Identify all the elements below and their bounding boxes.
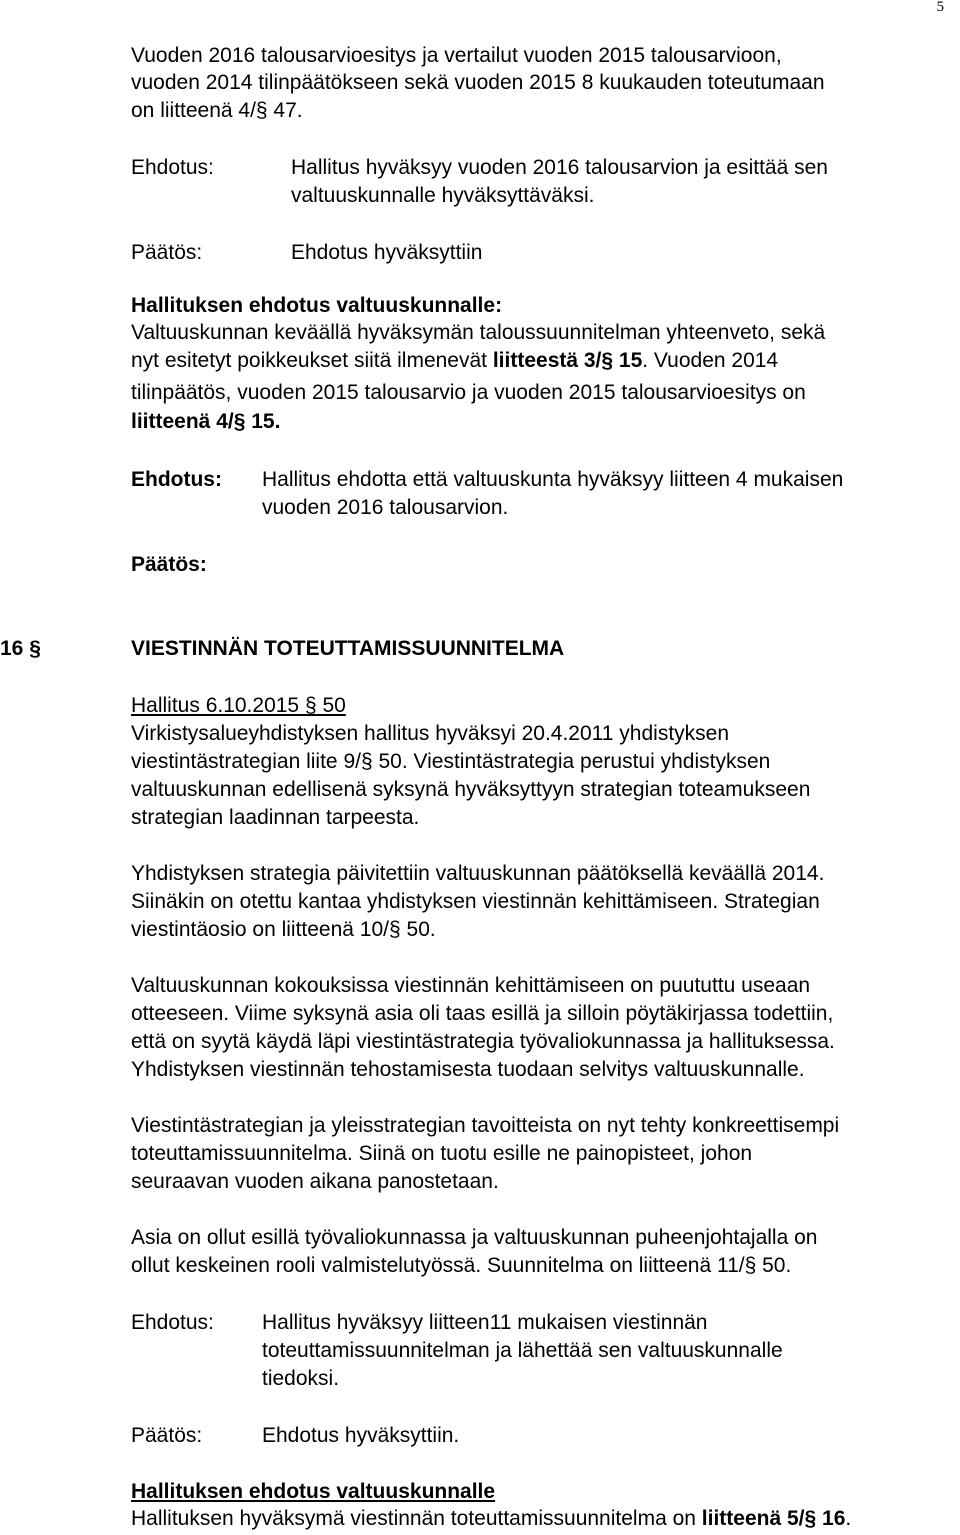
- paatos-label: Päätös:: [131, 553, 207, 576]
- body-line: Viestintästrategian ja yleisstrategian tavoitteista on nyt tehty konkreettisempi: [131, 1114, 840, 1137]
- ehdotus-text: Hallitus hyväksyy vuoden 2016 talousarvion ja esittää sen: [291, 156, 828, 179]
- intro-line: vuoden 2014 tilinpäätökseen sekä vuoden 2015 8 kuukauden toteutumaan: [131, 71, 825, 94]
- ehdotus-text: toteuttamissuunnitelman ja lähettää sen valtuuskunnalle: [262, 1339, 783, 1362]
- paatos-label: Päätös:: [131, 1424, 203, 1447]
- body-line: valtuuskunnan edellisenä syksynä hyväksyttyyn strategian toteamukseen: [131, 778, 811, 801]
- paatos-text: Ehdotus hyväksyttiin.: [262, 1424, 460, 1447]
- body-line: viestintästrategian liite 9/§ 50. Viestintästrategia perustui yhdistyksen: [131, 750, 771, 773]
- body-line: strategian laadinnan tarpeesta.: [131, 806, 420, 829]
- body-line: nyt esitetyt poikkeukset siitä ilmenevät liitteestä 3/§ 15. Vuoden 2014: [131, 349, 779, 372]
- ehdotus-text: Hallitus hyväksyy liitteen11 mukaisen viestinnän: [262, 1311, 708, 1334]
- body-line: Hallituksen hyväksymä viestinnän toteuttamissuunnitelma on liitteenä 5/§ 16.: [131, 1507, 852, 1530]
- section-title: VIESTINNÄN TOTEUTTAMISSUUNNITELMA: [131, 637, 565, 660]
- body-line: Valtuuskunnan keväällä hyväksymän taloussuunnitelman yhteenveto, sekä: [131, 321, 826, 344]
- body-line: toteuttamissuunnitelma. Siinä on tuotu esille ne painopisteet, johon: [131, 1142, 753, 1165]
- attachment-ref: liitteenä 4/§ 15.: [131, 410, 281, 433]
- attachment-ref: liitteestä 3/§ 15: [492, 349, 643, 372]
- body-line: Asia on ollut esillä työvaliokunnassa ja valtuuskunnan puheenjohtajalla on: [131, 1226, 818, 1249]
- ehdotus-text: Hallitus ehdotta että valtuuskunta hyväksyy liitteen 4 mukaisen: [262, 468, 844, 491]
- meeting-reference: Hallitus 6.10.2015 § 50: [131, 694, 346, 717]
- section-heading: Hallituksen ehdotus valtuuskunnalle:: [131, 294, 503, 317]
- body-line: seuraavan vuoden aikana panostetaan.: [131, 1170, 499, 1193]
- ehdotus-label: Ehdotus:: [131, 468, 222, 491]
- intro-line: Vuoden 2016 talousarvioesitys ja vertailut vuoden 2015 talousarvioon,: [131, 44, 782, 67]
- body-line: Yhdistyksen viestinnän tehostamisesta tuodaan selvitys valtuuskunnalle.: [131, 1058, 805, 1081]
- body-line: että on syytä käydä läpi viestintästrategia työvaliokunnassa ja hallituksessa.: [131, 1030, 835, 1053]
- body-line: Virkistysalueyhdistyksen hallitus hyväksyi 20.4.2011 yhdistyksen: [131, 722, 730, 745]
- paatos-text: Ehdotus hyväksyttiin: [291, 241, 483, 264]
- body-line: Yhdistyksen strategia päivitettiin valtuuskunnan päätöksellä keväällä 2014.: [131, 862, 825, 885]
- ehdotus-label: Ehdotus:: [131, 1311, 214, 1334]
- body-line: ollut keskeinen rooli valmistelutyössä. Suunnitelma on liitteenä 11/§ 50.: [131, 1254, 792, 1277]
- body-line: viestintäosio on liitteenä 10/§ 50.: [131, 918, 436, 941]
- page-number: 5: [936, 0, 944, 15]
- attachment-ref: liitteenä 5/§ 16: [701, 1507, 846, 1530]
- body-line: Siinäkin on otettu kantaa yhdistyksen viestinnän kehittämiseen. Strategian: [131, 890, 820, 913]
- ehdotus-text: tiedoksi.: [262, 1367, 340, 1390]
- intro-line: on liitteenä 4/§ 47.: [131, 99, 303, 122]
- body-line: otteeseen. Viime syksynä asia oli taas esillä ja silloin pöytäkirjassa todettiin,: [131, 1002, 834, 1025]
- body-line: tilinpäätös, vuoden 2015 talousarvio ja vuoden 2015 talousarvioesitys on: [131, 381, 806, 404]
- section-number: 16 §: [0, 637, 41, 660]
- ehdotus-text: vuoden 2016 talousarvion.: [262, 496, 509, 519]
- ehdotus-label: Ehdotus:: [131, 156, 214, 179]
- section-heading: Hallituksen ehdotus valtuuskunnalle: [131, 1480, 496, 1503]
- ehdotus-text: valtuuskunnalle hyväksyttäväksi.: [291, 184, 595, 207]
- paatos-label: Päätös:: [131, 241, 203, 264]
- body-line: Valtuuskunnan kokouksissa viestinnän kehittämiseen on puututtu useaan: [131, 974, 811, 997]
